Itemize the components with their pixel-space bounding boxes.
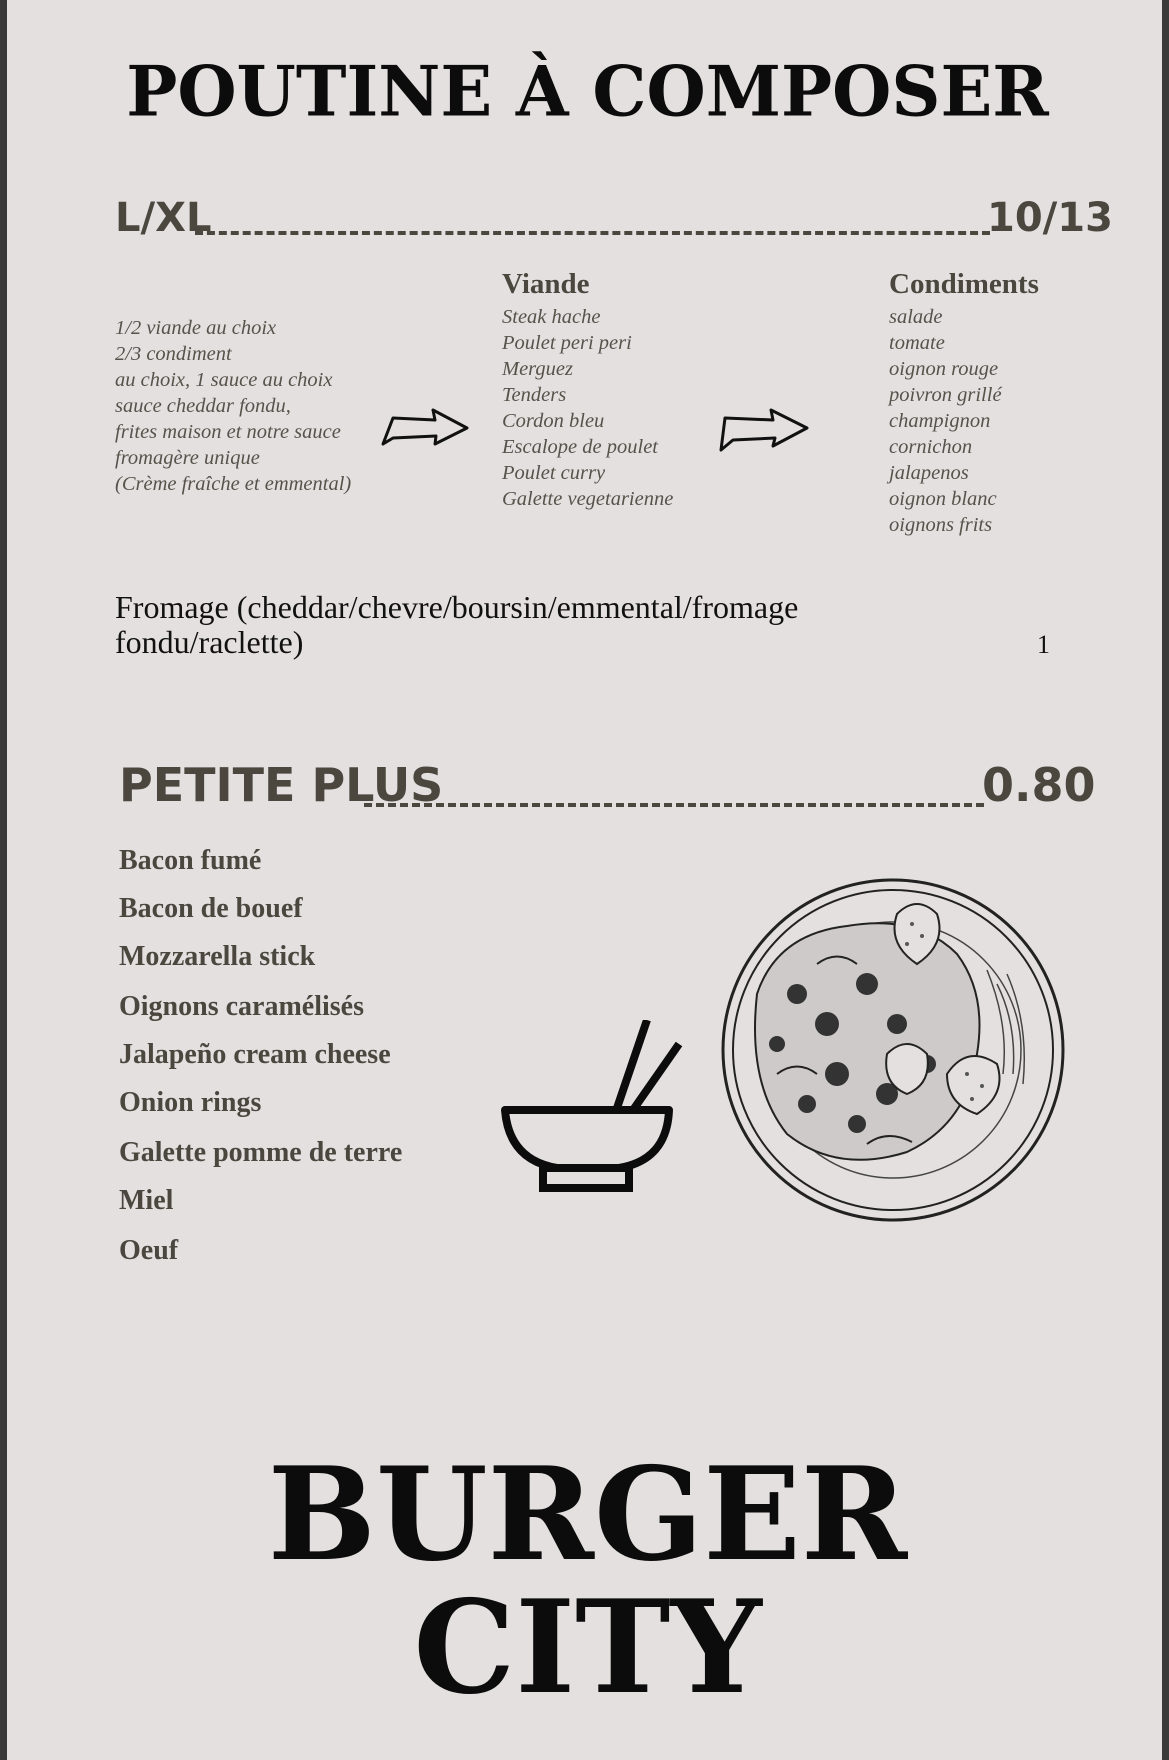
- extra-item: Galette pomme de terre: [119, 1137, 403, 1168]
- description-line: 1/2 viande au choix: [115, 317, 277, 339]
- dotted-leader: [195, 231, 990, 235]
- condiment-item: oignons frits: [889, 514, 993, 536]
- bowl-chopsticks-icon: [499, 1020, 689, 1200]
- extra-item: Miel: [119, 1185, 174, 1216]
- salad-plate-illustration: [717, 874, 1069, 1226]
- brand-name-line1: BURGER: [267, 1440, 908, 1590]
- description-line: (Crème fraîche et emmental): [115, 473, 352, 495]
- condiment-item: poivron grillé: [889, 384, 1002, 406]
- arrow-right-icon: [715, 406, 811, 456]
- condiment-item: jalapenos: [889, 462, 969, 484]
- description-line: fromagère unique: [115, 447, 260, 469]
- extra-item: Bacon de bouef: [119, 893, 303, 924]
- description-line: au choix, 1 sauce au choix: [115, 369, 333, 391]
- extras-price: 0.80: [982, 758, 1096, 812]
- viande-item: Poulet curry: [502, 462, 606, 484]
- condiment-item: tomate: [889, 332, 945, 354]
- condiment-item: oignon blanc: [889, 488, 997, 510]
- extra-item: Oeuf: [119, 1235, 179, 1266]
- viande-item: Steak hache: [502, 306, 601, 328]
- viande-item: Merguez: [502, 358, 573, 380]
- viande-item: Poulet peri peri: [502, 332, 632, 354]
- condiment-item: oignon rouge: [889, 358, 999, 380]
- dotted-leader: [364, 803, 984, 807]
- page-title: POUTINE À COMPOSER: [126, 51, 1049, 133]
- extras-label: PETITE PLUS: [119, 758, 444, 812]
- extra-item: Onion rings: [119, 1087, 262, 1118]
- viande-item: Tenders: [502, 384, 567, 406]
- extra-item: Bacon fumé: [119, 845, 262, 876]
- size-price: 10/13: [987, 195, 1113, 241]
- arrow-right-icon: [379, 404, 471, 454]
- viande-heading: Viande: [502, 268, 590, 300]
- condiments-heading: Condiments: [889, 268, 1039, 300]
- description: [115, 315, 351, 497]
- extra-item: Mozzarella stick: [119, 941, 316, 972]
- viande-list: [502, 304, 673, 512]
- description-line: frites maison et notre sauce: [115, 421, 341, 443]
- condiment-item: salade: [889, 306, 943, 328]
- fromage-option: Fromage (cheddar/chevre/boursin/emmental/fromage fondu/raclette): [115, 589, 799, 660]
- condiments-list: [889, 304, 1002, 538]
- extra-item: Oignons caramélisés: [119, 991, 364, 1022]
- viande-item: Escalope de poulet: [502, 436, 658, 458]
- condiment-item: champignon: [889, 410, 991, 432]
- size-label: L/XL: [115, 195, 212, 241]
- brand-name-line2: CITY: [413, 1573, 762, 1723]
- viande-item: Galette vegetarienne: [502, 488, 674, 510]
- extra-item: Jalapeño cream cheese: [119, 1039, 391, 1070]
- description-line: sauce cheddar fondu,: [115, 395, 291, 417]
- menu-page: [7, 0, 1162, 1760]
- condiment-item: cornichon: [889, 436, 973, 458]
- fromage-price: 1: [1037, 630, 1050, 659]
- description-line: 2/3 condiment: [115, 343, 232, 365]
- viande-item: Cordon bleu: [502, 410, 605, 432]
